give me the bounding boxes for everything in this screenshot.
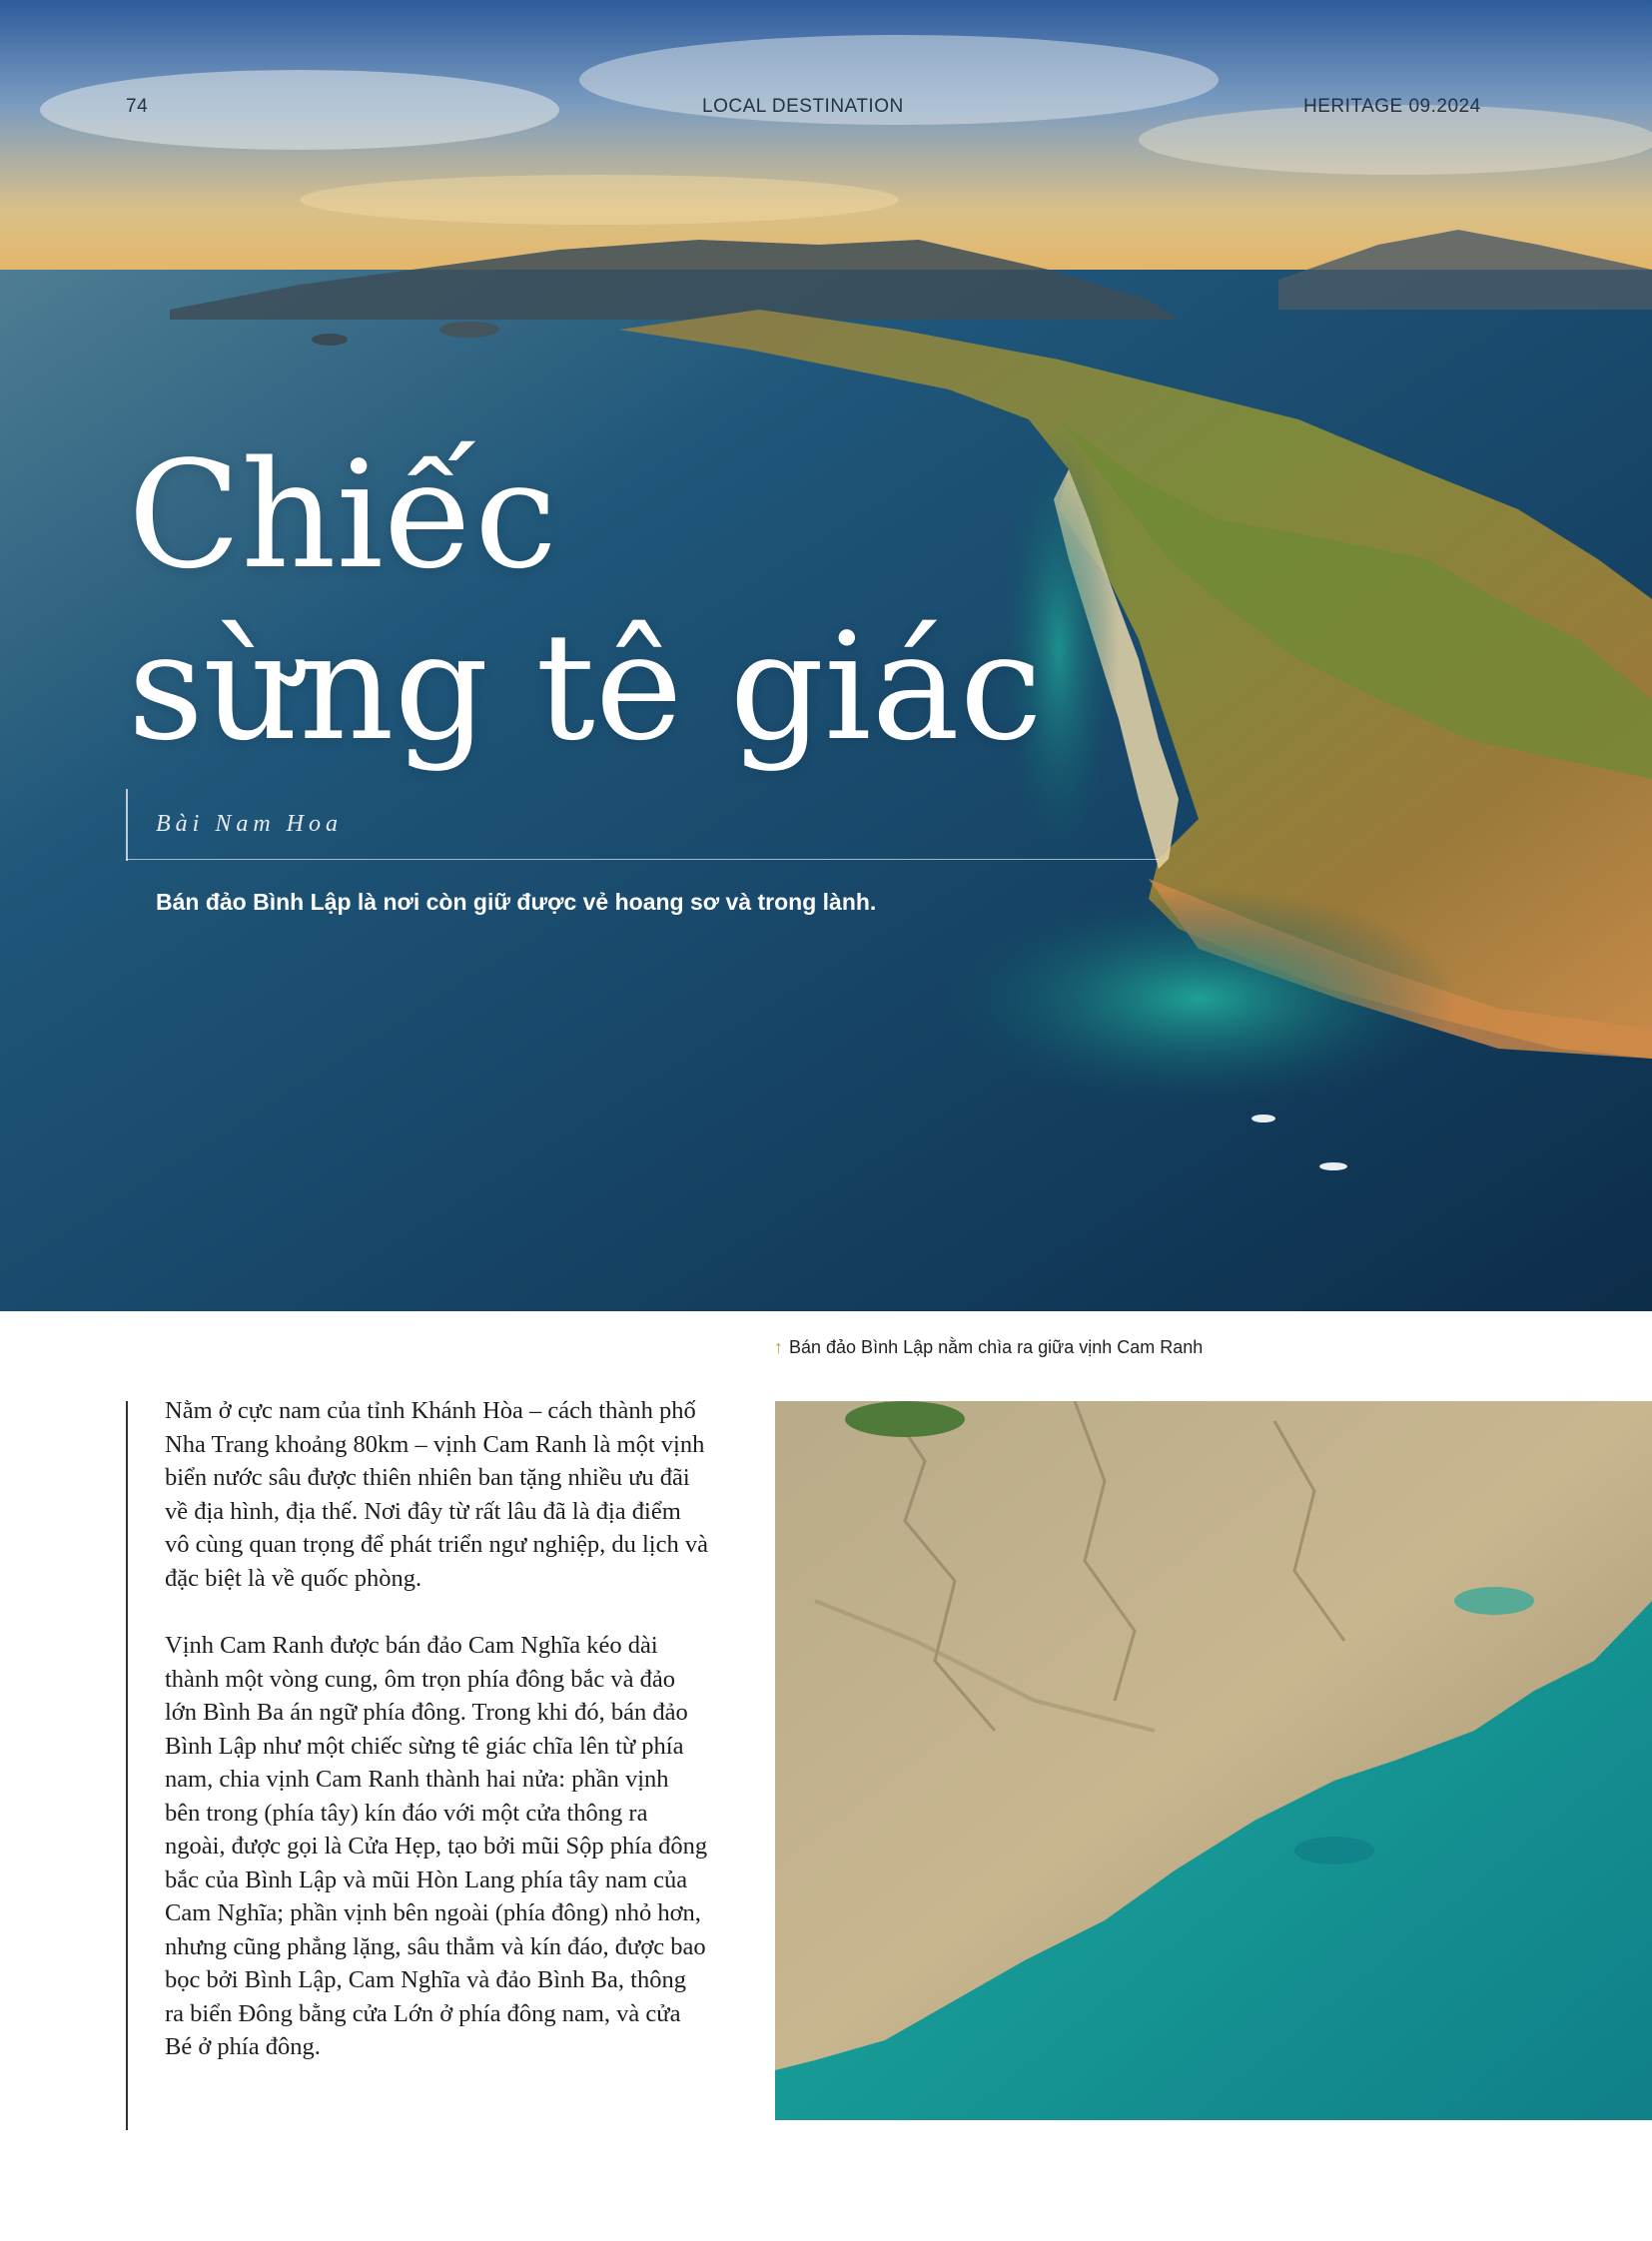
title-line-2: sừng tê giác [128, 601, 1043, 773]
title-rule [126, 859, 1159, 860]
caption-text: Bán đảo Bình Lập nằm chìa ra giữa vịnh Cam Ranh [789, 1337, 1204, 1357]
coast-rock-photo [775, 1401, 1652, 2120]
page-number: 74 [126, 96, 149, 117]
arrow-up-icon: ↑ [774, 1337, 783, 1357]
body-paragraph: Vịnh Cam Ranh được bán đảo Cam Nghĩa kéo dài thành một vòng cung, ôm trọn phía đông bắc và đảo lớn Bình Ba án ngữ phía đông. Trong khi đó, bán đảo Bình Lập như một chiếc sừng tê giác chĩa lên từ phía nam, chia vịnh Cam Ranh thành hai nửa: phần vịnh bên trong (phía tây) kín đáo với một cửa thông ra ngoài, được gọi là Cửa Hẹp, tạo bởi mũi Sộp phía đông bắc của Bình Lập và mũi Hòn Lang phía tây nam của Cam Nghĩa; phần vịnh bên ngoài (phía đông) nhỏ hơn, nhưng cũng phẳng lặng, sâu thẳm và kín đáo, được bao bọc bởi Bình Lập, Cam Nghĩa và đảo Bình Ba, thông ra biển Đông bằng cửa Lớn ở phía đông nam, và cửa Bé ở phía đông. [165, 1632, 708, 2060]
article-title [128, 429, 1043, 773]
issue-label: HERITAGE 09.2024 [1303, 96, 1481, 117]
author-byline: Bài Nam Hoa [156, 811, 343, 837]
body-paragraph: Nằm ở cực nam của tỉnh Khánh Hòa – cách thành phố Nha Trang khoảng 80km – vịnh Cam Ranh là một vịnh biển nước sâu được thiên nhiên ban tặng nhiều ưu đãi về địa hình, địa thế. Nơi đây từ rất lâu đã là địa điểm vô cùng quan trọng để phát triển ngư nghiệp, du lịch và đặc biệt là về quốc phòng. [165, 1397, 708, 1592]
body-divider [126, 1401, 128, 2130]
article-body [165, 1394, 709, 2098]
photo-caption [774, 1337, 1203, 1358]
rocky-coast-illustration [775, 1401, 1652, 2120]
title-line-1: Chiếc [128, 429, 557, 601]
article-lede: Bán đảo Bình Lập là nơi còn giữ được vẻ hoang sơ và trong lành. [156, 889, 877, 915]
section-label: LOCAL DESTINATION [702, 96, 904, 117]
author-divider [126, 789, 128, 861]
